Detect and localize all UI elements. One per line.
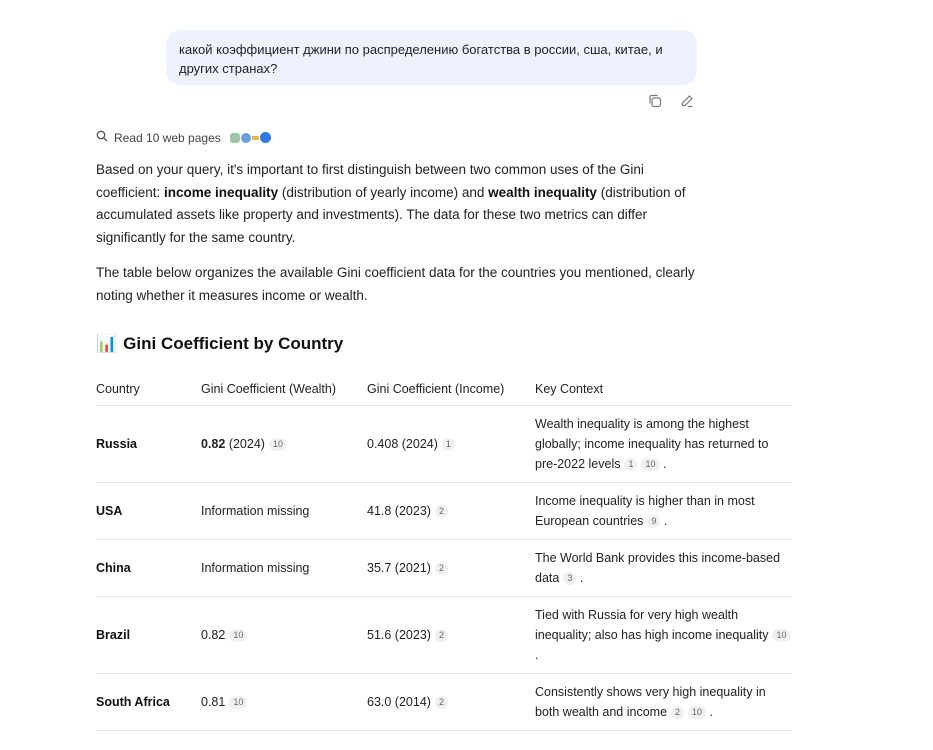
source-favicons (230, 132, 271, 143)
country-cell: Russia (96, 437, 137, 451)
gini-table (96, 372, 792, 731)
table-row (96, 540, 792, 597)
user-message-bubble (166, 30, 697, 85)
context-cell: Wealth inequality is among the highest globally; income inequality has returned to pre-2022 levels 1 10 . (535, 417, 769, 471)
citation-badge[interactable]: 10 (229, 696, 247, 709)
country-cell: Brazil (96, 628, 131, 642)
section-heading-text: Gini Coefficient by Country (123, 334, 344, 353)
context-text: Consistently shows very high inequality in both wealth and income (535, 685, 766, 719)
answer-text: Based on your query, it's important to first distinguish between two common uses of the Gini coefficient: (96, 162, 644, 200)
context-cell: The World Bank provides this income-based data 3 . (535, 551, 781, 585)
header-context: Key Context (535, 381, 604, 396)
sources-button[interactable] (96, 130, 271, 145)
table-row (96, 597, 792, 674)
citation-badge[interactable]: 10 (688, 706, 706, 719)
citation-badge[interactable]: 10 (772, 629, 790, 642)
table-row (96, 483, 792, 540)
citation-badge[interactable]: 1 (624, 458, 637, 471)
country-cell: USA (96, 504, 123, 518)
context-text: Tied with Russia for very high wealth inequality; also has high income inequality (535, 608, 769, 642)
citation-badge[interactable]: 10 (269, 438, 287, 451)
income-value: 35.7 (2021) (367, 561, 431, 575)
chart-emoji-icon: 📊 (96, 334, 118, 353)
wealth-cell (201, 504, 367, 518)
favicon-icon (260, 132, 271, 143)
context-cell: Consistently shows very high inequality in both wealth and income 2 10 . (535, 685, 766, 719)
income-value: 63.0 (2014) (367, 695, 431, 709)
wealth-cell (201, 695, 367, 709)
citation-badge[interactable]: 2 (435, 505, 448, 518)
income-value: 51.6 (2023) (367, 628, 431, 642)
wealth-value: Information missing (201, 504, 310, 518)
favicon-icon (230, 133, 240, 143)
wealth-value: Information missing (201, 561, 310, 575)
citation-badge[interactable]: 2 (671, 706, 684, 719)
income-cell (367, 695, 535, 709)
context-text: The World Bank provides this income-based data (535, 551, 781, 585)
context-cell: Tied with Russia for very high wealth inequality; also has high income inequality 10 . (535, 597, 792, 673)
section-heading (96, 334, 343, 354)
favicon-icon (252, 136, 259, 140)
income-cell (367, 561, 535, 575)
country-cell: South Africa (96, 695, 170, 709)
header-wealth: Gini Coefficient (Wealth) (201, 381, 337, 396)
citation-badge[interactable]: 3 (563, 572, 576, 585)
wealth-value: 0.81 (201, 695, 226, 709)
citation-badge[interactable]: 10 (229, 629, 247, 642)
search-icon (96, 130, 108, 145)
table-row (96, 674, 792, 731)
income-cell (367, 504, 535, 518)
globe-icon (241, 133, 251, 143)
table-header (96, 372, 792, 406)
wealth-value: 0.82 (201, 628, 226, 642)
user-message-text: какой коэффициент джини по распределению богатства в россии, сша, китае, и других странах? (179, 42, 663, 76)
wealth-cell (201, 561, 367, 575)
copy-icon[interactable] (646, 92, 663, 109)
wealth-cell (201, 628, 367, 642)
citation-badge[interactable]: 10 (641, 458, 659, 471)
answer-paragraph-2: The table below organizes the available Gini coefficient data for the countries you mentioned, clearly noting whether it measures income or wealth. (96, 265, 695, 303)
answer-text: (distribution of yearly income) and (278, 184, 489, 200)
answer-paragraph-1 (96, 159, 696, 249)
wealth-year: (2024) (225, 437, 265, 451)
header-country: Country (96, 381, 140, 396)
message-actions (646, 92, 695, 109)
income-cell (367, 628, 535, 642)
citation-badge[interactable]: 2 (435, 696, 448, 709)
citation-badge[interactable]: 2 (435, 562, 448, 575)
answer-text: (distribution of accumulated assets like property and investments). The data for these two metrics can differ significantly for the same country. (96, 184, 686, 245)
sources-label: Read 10 web pages (114, 130, 221, 145)
edit-icon[interactable] (678, 92, 695, 109)
income-value: 0.408 (2024) (367, 437, 438, 451)
table-row (96, 406, 792, 483)
income-cell (367, 437, 535, 451)
wealth-cell (201, 437, 367, 451)
income-value: 41.8 (2023) (367, 504, 431, 518)
answer-bold-term: wealth inequality (488, 184, 597, 200)
citation-badge[interactable]: 2 (435, 629, 448, 642)
context-cell: Income inequality is higher than in most European countries 9 . (535, 494, 755, 528)
header-income: Gini Coefficient (Income) (367, 381, 505, 396)
country-cell: China (96, 561, 131, 575)
citation-badge[interactable]: 9 (647, 515, 660, 528)
answer-bold-term: income inequality (164, 184, 279, 200)
context-text: Wealth inequality is among the highest globally; income inequality has returned to pre-2022 levels (535, 417, 769, 471)
citation-badge[interactable]: 1 (442, 438, 455, 451)
context-text: Income inequality is higher than in most European countries (535, 494, 755, 528)
wealth-value: 0.82 (201, 437, 226, 451)
